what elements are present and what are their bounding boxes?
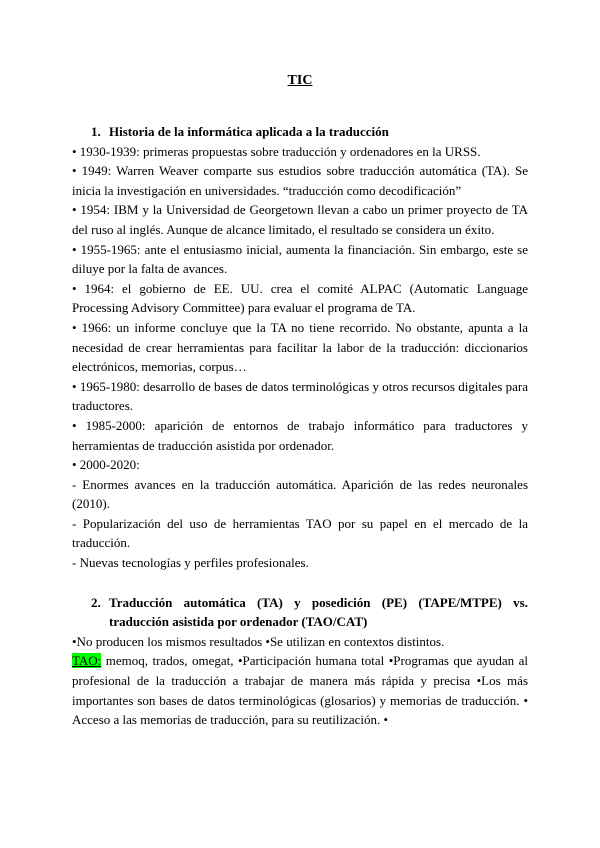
history-item: • 1949: Warren Weaver comparte sus estudios sobre traducción automática (TA). Se inicia la investigación en universidades. “traducción como decodificación”	[72, 163, 528, 198]
tao-description: memoq, trados, omegat, •Participación humana total •Programas que ayudan al profesional de la traducción a trabajar de manera más rápida y precisa •Los más importantes son bases de datos terminológicas (glosarios) y memorias de traducción. • Acceso a las memorias de traducción, para su reutilización. •	[72, 653, 528, 728]
history-item: • 1955-1965: ante el entusiasmo inicial, aumenta la financiación. Sin embargo, este se diluye por la falta de avances.	[72, 241, 528, 277]
history-subitem: - Enormes avances en la traducción automática. Aparición de las redes neuronales (2010).	[72, 476, 528, 512]
section-1-heading	[72, 122, 528, 142]
section-1-number: 1.	[91, 124, 101, 139]
history-item: • 1964: el gobierno de EE. UU. crea el comité ALPAC (Automatic Language Processing Advisory Committee) para evaluar el programa de TA.	[72, 280, 528, 316]
tao-highlight-label: TAO:	[72, 653, 102, 669]
history-item: • 1985-2000: aparición de entornos de trabajo informático para traductores y herramientas de traducción asistida por ordenador.	[72, 417, 528, 453]
history-item: • 1930-1939: primeras propuestas sobre traducción y ordenadores en la URSS.	[72, 143, 481, 159]
section-gap	[72, 573, 528, 593]
tao-paragraph	[72, 651, 528, 729]
document-body	[72, 122, 528, 730]
history-item: • 1954: IBM y la Universidad de Georgetown llevan a cabo un primer proyecto de TA del ruso al inglés. Aunque de alcance limitado, el resultado se considera un éxito.	[72, 202, 528, 237]
section-2-number: 2.	[91, 594, 101, 610]
history-item: • 2000-2020:	[72, 457, 140, 473]
section-2-heading	[72, 593, 528, 632]
history-subitem: - Popularización del uso de herramientas TAO por su papel en el mercado de la traducción.	[72, 515, 528, 551]
document-title: TIC	[287, 73, 313, 88]
section-1-title: Historia de la informática aplicada a la traducción	[109, 124, 389, 139]
history-item: • 1965-1980: desarrollo de bases de datos terminológicas y otros recursos digitales para traductores.	[72, 378, 528, 414]
history-item: • 1966: un informe concluye que la TA no tiene recorrido. No obstante, apunta a la necesidad de crear herramientas para facilitar la labor de la traducción: diccionarios electrónicos, memorias, corpus…	[72, 319, 528, 375]
comparison-line: •No producen los mismos resultados •Se utilizan en contextos distintos.	[72, 633, 445, 649]
history-subitem: - Nuevas tecnologías y perfiles profesionales.	[72, 555, 309, 571]
section-2-title: Traducción automática (TA) y posedición (PE) (TAPE/MTPE) vs. traducción asistida por ordenador (TAO/CAT)	[109, 594, 528, 630]
